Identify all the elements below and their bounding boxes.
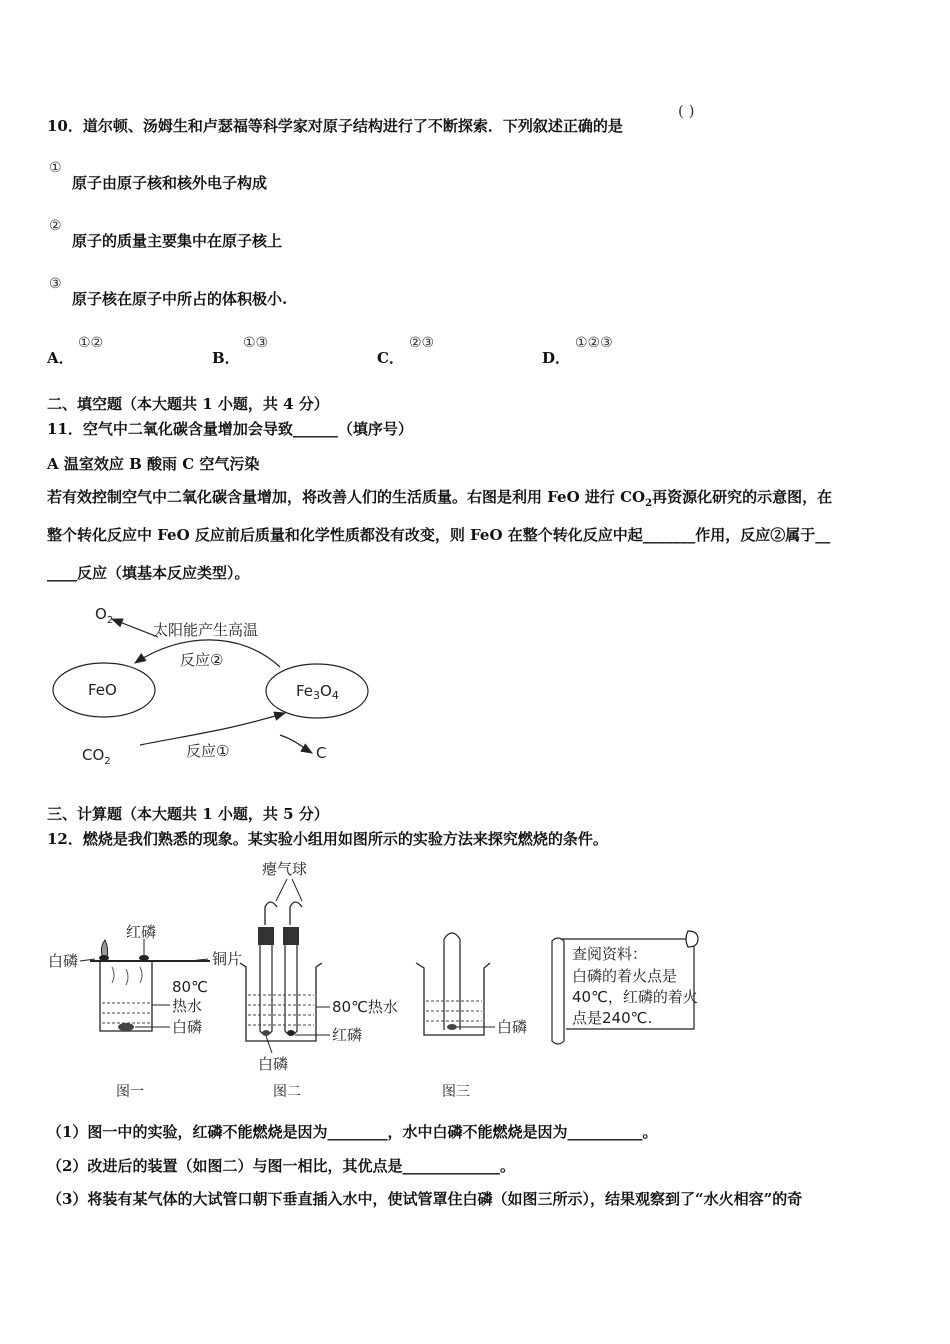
q12-stem: 12．燃烧是我们熟悉的现象。某实验小组用如图所示的实验方法来探究燃烧的条件。 — [47, 830, 608, 848]
section2-heading: 二、填空题（本大题共 1 小题，共 4 分） — [47, 395, 329, 413]
left-balloon — [265, 902, 277, 925]
q12-part-3: （3）将装有某气体的大试管口朝下垂直插入水中，使试管罩住白磷（如图三所示），结果观察到了“水火相容”的奇 — [47, 1190, 803, 1208]
o2-release-arrow — [112, 619, 158, 637]
q10-answer-paren: ( ) — [678, 102, 695, 120]
fig2-hot-water-label: 80℃热水 — [332, 998, 398, 1016]
fig1-red-p-label: 红磷 — [126, 923, 157, 941]
statement-1-num: ① — [49, 160, 62, 176]
option-a-letter: A． — [47, 349, 74, 367]
beaker-1 — [100, 961, 152, 1031]
fig1-hot-water-label: 热水 — [172, 997, 203, 1015]
reaction1-label: 反应① — [186, 742, 230, 760]
fig2-white-p-label: 白磷 — [258, 1055, 289, 1073]
option-d-letter: D． — [542, 349, 571, 367]
reaction1-arrow — [140, 713, 285, 745]
option-b-value: ①③ — [243, 335, 269, 351]
inverted-test-tube — [444, 933, 460, 1030]
solar-label: 太阳能产生高温 — [153, 621, 259, 639]
c-label: C — [316, 744, 327, 762]
q11-paragraph-line3: ____反应（填基本反应类型）。 — [47, 564, 250, 582]
red-p-sample — [139, 955, 149, 961]
combustion-experiment-figures — [40, 855, 720, 1105]
q11-stem: 11．空气中二氧化碳含量增加会导致______（填序号） — [47, 420, 413, 438]
statement-2-num: ② — [49, 218, 62, 234]
statement-3-text: 原子核在原子中所占的体积极小. — [72, 290, 288, 308]
statement-1-text: 原子由原子核和核外电子构成 — [72, 174, 268, 192]
q11-paragraph-line1: 若有效控制空气中二氧化碳含量增加，将改善人们的生活质量。右图是利用 FeO 进行 $CO_2$再资源化研究的示意图，在 — [47, 488, 833, 509]
figure-2 — [240, 860, 398, 1073]
fig2-caption: 图二 — [273, 1084, 301, 1100]
steam-lines — [112, 967, 142, 985]
fig1-white-p-bottom-label: 白磷 — [172, 1018, 203, 1036]
right-test-tube — [285, 945, 297, 1035]
q11-choices: A 温室效应 B 酸雨 C 空气污染 — [47, 455, 260, 473]
note-line1: 查阅资料： — [572, 945, 648, 963]
right-balloon — [290, 902, 302, 925]
option-d-value: ①②③ — [575, 335, 613, 351]
note-line2: 白磷的着火点是 — [572, 967, 678, 985]
statement-3-num: ③ — [49, 276, 62, 292]
right-stopper — [283, 927, 299, 945]
beaker-2 — [240, 963, 322, 1041]
fig2-balloon-label: 瘪气球 — [262, 860, 308, 878]
fig3-white-p-label: 白磷 — [497, 1018, 528, 1036]
fe3o4-label: $Fe_3O_4$ — [296, 682, 339, 702]
reaction2-label: 反应② — [180, 651, 224, 669]
underwater-white-p — [118, 1023, 134, 1031]
option-c-letter: C． — [377, 349, 404, 367]
q12-part-1: （1）图一中的实验，红磷不能燃烧是因为________，水中白磷不能燃烧是因为__________。 — [47, 1123, 658, 1141]
fig1-white-p-label: 白磷 — [48, 952, 79, 970]
figure-1 — [48, 923, 242, 1036]
q10-stem: 10．道尔顿、汤姆生和卢瑟福等科学家对原子结构进行了不断探索．下列叙述正确的是 — [47, 117, 623, 135]
left-test-tube — [260, 945, 272, 1035]
feo-cycle-diagram — [40, 595, 390, 775]
fig2-red-p-label: 红磷 — [332, 1026, 363, 1044]
fig1-copper-label: 铜片 — [212, 950, 243, 968]
fig3-caption: 图三 — [442, 1084, 470, 1100]
q11-paragraph-line2: 整个转化反应中 FeO 反应前后质量和化学性质都没有改变，则 FeO 在整个转化反应中起_______作用，反应②属于__ — [47, 526, 831, 544]
statement-2-text: 原子的质量主要集中在原子核上 — [72, 232, 283, 250]
fig1-temp-label: 80℃ — [172, 978, 208, 996]
section3-heading: 三、计算题（本大题共 1 小题，共 5 分） — [47, 805, 329, 823]
reference-note — [552, 931, 698, 1044]
fig1-caption: 图一 — [116, 1084, 144, 1100]
co2-label: $CO_2$ — [82, 746, 111, 767]
option-b-letter: B． — [212, 349, 240, 367]
figure-3 — [416, 933, 527, 1036]
left-stopper — [258, 927, 274, 945]
note-line4: 点是240℃. — [572, 1009, 653, 1027]
note-line3: 40℃，红磷的着火 — [572, 988, 698, 1006]
option-c-value: ②③ — [409, 335, 435, 351]
option-a-value: ①② — [78, 335, 104, 351]
c-release-arrow — [280, 735, 312, 753]
q12-part-2: （2）改进后的装置（如图二）与图一相比，其优点是_____________。 — [47, 1157, 515, 1175]
o2-label: $O_2$ — [95, 605, 114, 626]
feo-label: FeO — [88, 681, 117, 699]
